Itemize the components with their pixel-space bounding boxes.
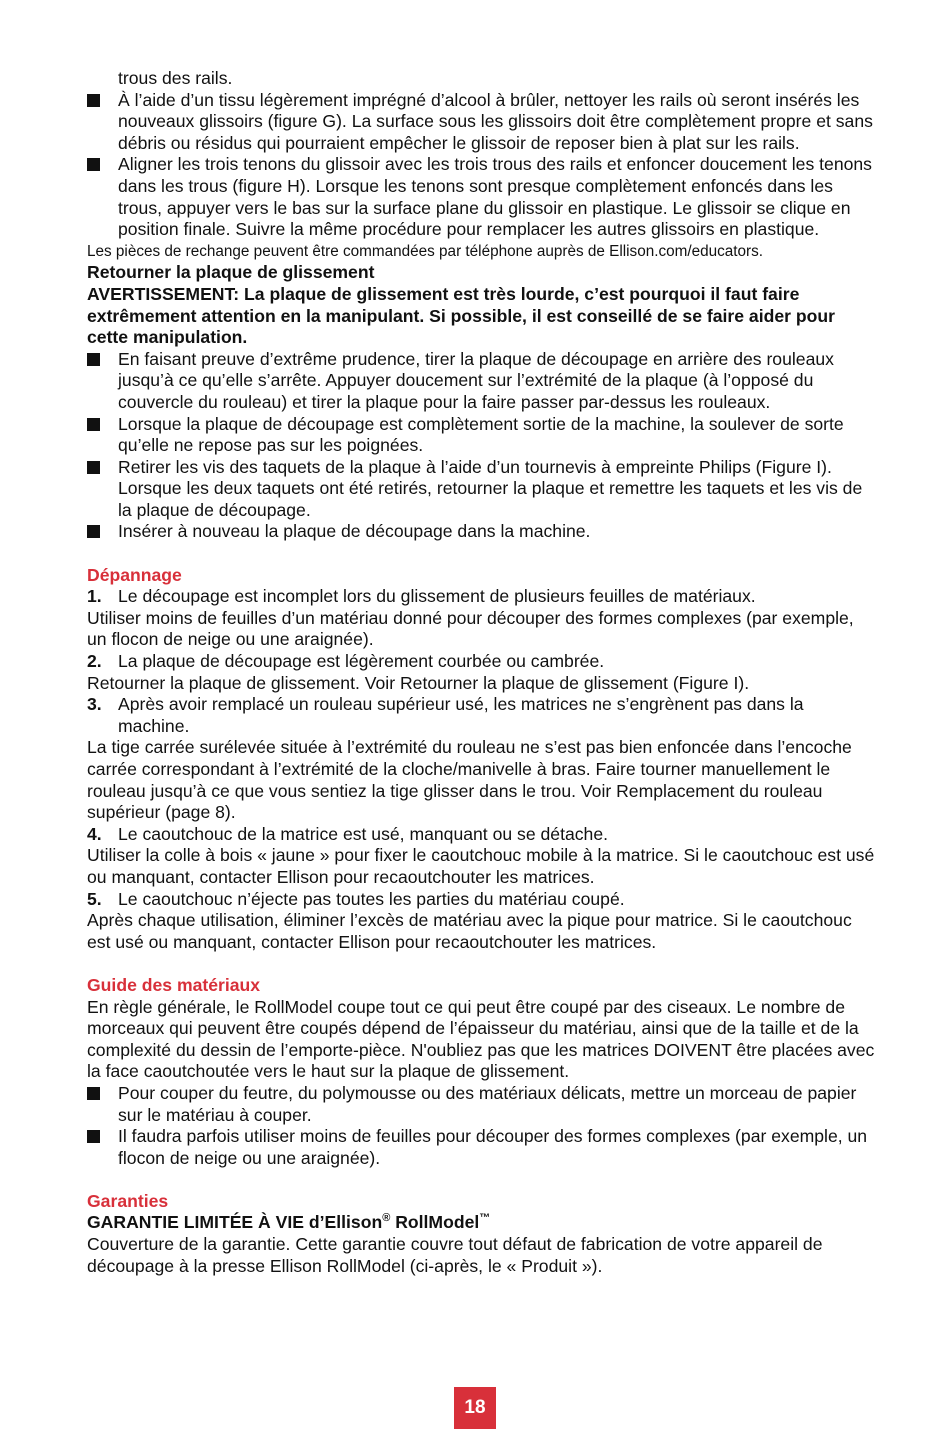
warranty-title-text: GARANTIE LIMITÉE À VIE d’Ellison [87,1212,383,1233]
item-number: 5. [87,888,102,909]
materials-heading: Guide des matériaux [87,974,261,995]
troubleshooting-solution: Utiliser la colle à bois « jaune » pour fixer le caoutchouc mobile à la matrice. Si le caoutchouc est usé ou manquant, contacter Ellison pour recaoutchouter les matrices. [87,845,875,887]
problem-text: Le caoutchouc n’éjecte pas toutes les parties du matériau coupé. [118,888,625,909]
troubleshooting-heading: Dépannage [87,564,182,585]
warranty-text: Couverture de la garantie. Cette garantie couvre tout défaut de fabrication de votre appareil de découpage à la presse Ellison RollModel (ci-après, le « Produit »). [87,1234,823,1276]
item-number: 3. [87,694,102,715]
flip-plate-heading: Retourner la plaque de glissement [87,262,375,283]
list-item: À l’aide d’un tissu légèrement imprégné d’alcool à brûler, nettoyer les rails où seront insérés les nouveaux glissoirs (figure G). La surface sous les glissoirs doit être complètement propre et sans débris ou résidus qui pourraient empêcher le glissoir de reposer bien à plat sur les rails. [87,90,877,155]
item-number: 4. [87,823,102,844]
page-number: 18 [454,1387,496,1429]
troubleshooting-solution: Retourner la plaque de glissement. Voir Retourner la plaque de glissement (Figure I). [87,672,750,693]
warranty-title-product: RollModel [390,1212,480,1233]
troubleshooting-problem [87,694,877,737]
warning-text: AVERTISSEMENT: La plaque de glissement est très lourde, c’est pourquoi il faut faire extrêmement attention en la manipulant. Si possible, il est conseillé de se faire aider pour cette manipulation. [87,283,835,348]
troubleshooting-problem [87,824,877,846]
materials-intro: En règle générale, le RollModel coupe tout ce qui peut être coupé par des ciseaux. Le nombre de morceaux qui peuvent être coupés dépend de l’épaisseur du matériau, ainsi que de la taille et de la complexité du dessin de l’emporte-pièce. N'oubliez pas que les matrices DOIVENT être placées avec la face caoutchoutée vers le haut sur la plaque de glissement. [87,996,875,1082]
list-item: Lorsque la plaque de découpage est complètement sortie de la machine, la soulever de sorte qu’elle ne repose pas sur les poignées. [87,414,877,457]
troubleshooting-solution: Après chaque utilisation, éliminer l’excès de matériau avec la pique pour matrice. Si le caoutchouc est usé ou manquant, contacter Ellison pour recaoutchouter les matrices. [87,910,852,952]
list-item: Retirer les vis des taquets de la plaque à l’aide d’un tournevis à empreinte Philips (Figure I). Lorsque les deux taquets ont été retirés, retourner la plaque et remettre les taquets et les vis de la plaque de découpage. [87,457,877,522]
replacement-parts-note: Les pièces de rechange peuvent être commandées par téléphone auprès de Ellison.com/educators. [87,242,764,260]
warranty-title [87,1212,877,1234]
troubleshooting-solution: La tige carrée surélevée située à l’extrémité du rouleau ne s’est pas bien enfoncée dans l’encoche carrée correspondant à l’extrémité de la cloche/manivelle à bras. Faire tourner manuellement le rouleau jusqu’à ce que vous sentiez la tige glisser dans le trou. Voir Remplacement du rouleau supérieur (page 8). [87,737,852,823]
troubleshooting-problem [87,651,877,673]
list-item: En faisant preuve d’extrême prudence, tirer la plaque de découpage en arrière des rouleaux jusqu’à ce qu’elle s’arrête. Appuyer doucement sur l’extrémité de la plaque (à l’opposé du couvercle du rouleau) et tirer la plaque pour la faire passer par-dessus les rouleaux. [87,349,877,414]
problem-text: La plaque de découpage est légèrement courbée ou cambrée. [118,651,605,672]
troubleshooting-problem [87,889,877,911]
item-number: 1. [87,586,102,607]
registered-mark: ® [382,1212,391,1225]
problem-text: Le caoutchouc de la matrice est usé, manquant ou se détache. [118,823,609,844]
troubleshooting-problem [87,586,877,608]
list-item: Insérer à nouveau la plaque de découpage dans la machine. [87,521,877,543]
manual-page [87,68,877,1277]
warranty-heading: Garanties [87,1190,169,1211]
problem-text: Après avoir remplacé un rouleau supérieur usé, les matrices ne s’engrènent pas dans la machine. [118,694,804,736]
list-item: Aligner les trois tenons du glissoir avec les trois trous des rails et enfoncer doucement les tenons dans les trous (figure H). Lorsque les tenons sont presque complètement enfoncés dans les trous, appuyer vers le bas sur la surface plane du glissoir en plastique. Le glissoir se clique en position finale. Suivre la même procédure pour remplacer les autres glissoirs en plastique. [87,154,877,240]
troubleshooting-solution: Utiliser moins de feuilles d’un matériau donné pour découper des formes complexes (par exemple, un flocon de neige ou une araignée). [87,607,854,650]
list-item: Il faudra parfois utiliser moins de feuilles pour découper des formes complexes (par exemple, un flocon de neige ou une araignée). [87,1126,877,1169]
problem-text: Le découpage est incomplet lors du glissement de plusieurs feuilles de matériaux. [118,586,756,607]
list-item: Pour couper du feutre, du polymousse ou des matériaux délicats, mettre un morceau de papier sur le matériau à couper. [87,1083,877,1126]
item-number: 2. [87,651,102,672]
trademark-mark: ™ [479,1212,491,1225]
continuation-text: trous des rails. [118,68,233,88]
